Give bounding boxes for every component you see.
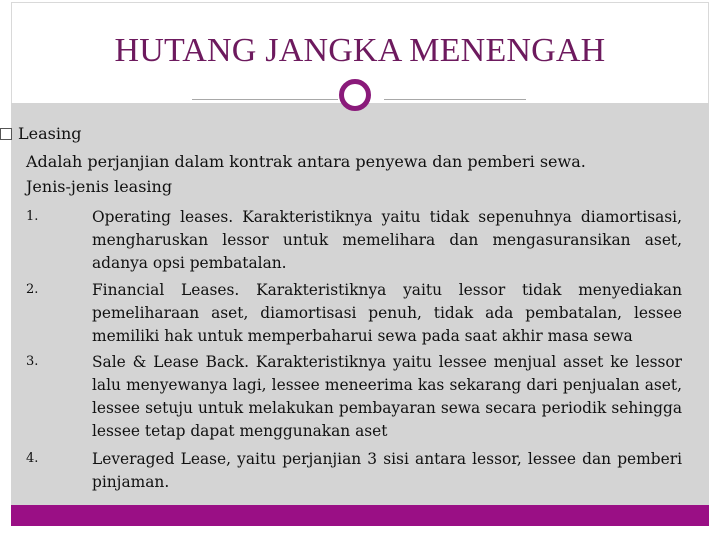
item-number: 1. bbox=[26, 209, 39, 224]
title-divider-left bbox=[192, 99, 338, 100]
subheading-text: Jenis-jenis leasing bbox=[26, 177, 173, 196]
list-item-sale-lease-back: Sale & Lease Back. Karakteristiknya yaitu lessee menjual asset ke lessor lalu menyewanya lagi, lessee meneerima kas sekarang dari penjualan aset, lessee setuju untuk melakukan pembayaran sewa secara periodik sehingga lessee tetap dapat menggunakan aset bbox=[92, 353, 682, 440]
list-item-operating-leases: Operating leases. Karakteristiknya yaitu tidak sepenuhnya diamortisasi, mengharuskan lessor untuk memelihara dan mengasuransikan aset, adanya opsi pembatalan. bbox=[92, 208, 682, 272]
title-divider-right bbox=[384, 99, 526, 100]
bullet-label: Leasing bbox=[18, 124, 82, 143]
item-number: 3. bbox=[26, 354, 39, 369]
list-item-financial-leases: Financial Leases. Karakteristiknya yaitu lessor tidak menyediakan pemeliharaan aset, diamortisasi penuh, tidak ada pembatalan, lessee memiliki hak untuk memperbaharui sewa pada saat akhir masa sewa bbox=[92, 281, 682, 345]
item-number: 2. bbox=[26, 282, 39, 297]
footer-bar bbox=[11, 505, 709, 526]
ring-ornament-icon bbox=[339, 79, 371, 111]
bullet-leasing bbox=[0, 122, 82, 146]
checkbox-bullet-icon bbox=[0, 128, 12, 140]
list-item-leveraged-lease: Leveraged Lease, yaitu perjanjian 3 sisi antara lessor, lessee dan pemberi pinjaman. bbox=[92, 450, 682, 491]
definition-text: Adalah perjanjian dalam kontrak antara penyewa dan pemberi sewa. bbox=[26, 152, 586, 171]
slide-title: HUTANG JANGKA MENENGAH bbox=[114, 32, 606, 69]
item-number: 4. bbox=[26, 451, 39, 466]
